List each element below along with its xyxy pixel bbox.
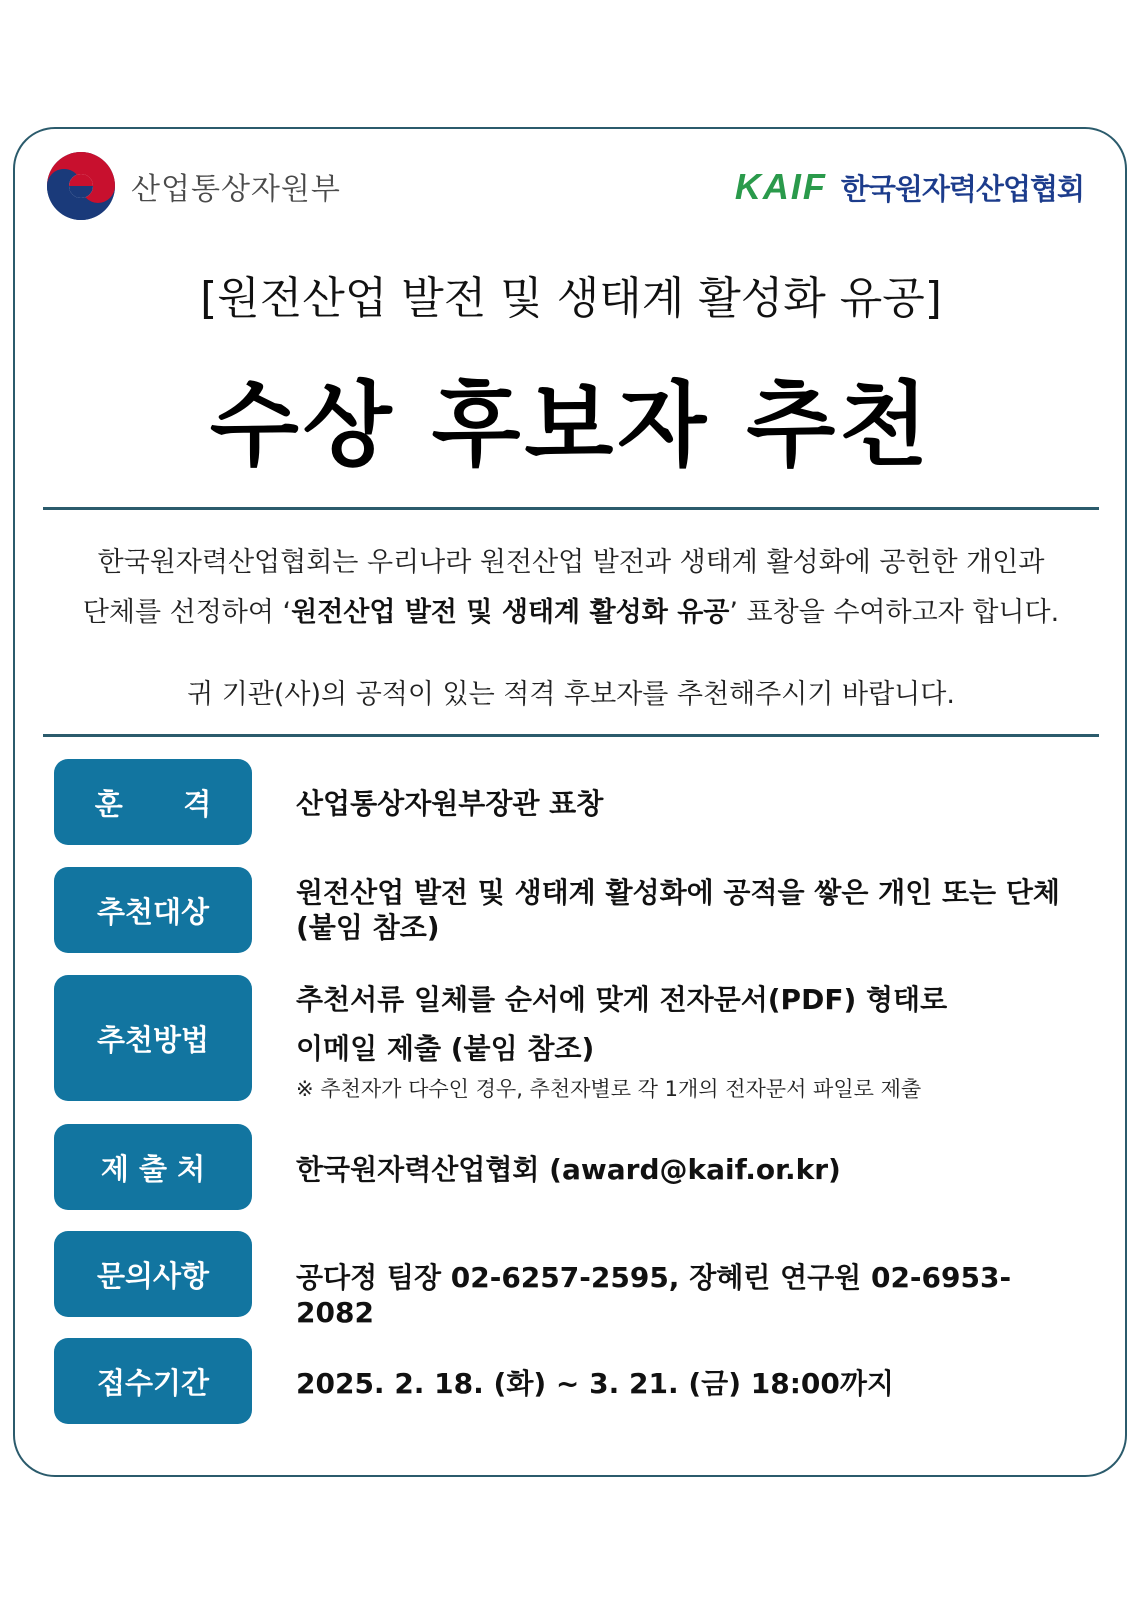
value-submit-to: 한국원자력산업협회 (award@kaif.or.kr) xyxy=(296,1153,841,1186)
label-inquiry: 문의사항 xyxy=(54,1231,252,1317)
main-title: 수상 후보자 추천 xyxy=(209,372,933,479)
label-method: 추천방법 xyxy=(54,975,252,1101)
value-method-line2: 이메일 제출 (붙임 참조) xyxy=(296,1032,595,1065)
kaif-logo xyxy=(735,166,1084,208)
intro-line-2 xyxy=(43,590,1099,629)
intro-line-1: 한국원자력산업협회는 우리나라 원전산업 발전과 생태계 활성화에 공헌한 개인과 xyxy=(97,547,1045,578)
value-award-grade: 산업통상자원부장관 표창 xyxy=(296,787,604,820)
divider-top xyxy=(43,507,1099,510)
label-period: 접수기간 xyxy=(54,1338,252,1424)
ministry-name: 산업통상자원부 xyxy=(131,172,341,207)
value-method xyxy=(296,982,1086,1102)
ministry-logo xyxy=(45,150,341,222)
divider-bottom xyxy=(43,734,1099,737)
label-target: 추천대상 xyxy=(54,867,252,953)
value-method-note: ※ 추천자가 다수인 경우, 추천자별로 각 1개의 전자문서 파일로 제출 xyxy=(296,1077,922,1101)
intro-line-3: 귀 기관(사)의 공적이 있는 적격 후보자를 추천해주시기 바랍니다. xyxy=(187,679,955,710)
value-inquiry: 공다정 팀장 02-6257-2595, 장혜린 연구원 02-6953-2082 xyxy=(296,1261,1012,1329)
label-award-grade: 훈 격 xyxy=(54,759,252,845)
kaif-mark: KAIF xyxy=(734,166,827,207)
value-target: 원전산업 발전 및 생태계 활성화에 공적을 쌓은 개인 또는 단체 (붙임 참조) xyxy=(296,876,1060,944)
subtitle: [원전산업 발전 및 생태계 활성화 유공] xyxy=(200,273,942,324)
value-method-line1: 추천서류 일체를 순서에 맞게 전자문서(PDF) 형태로 xyxy=(296,983,948,1016)
kaif-name: 한국원자력산업협회 xyxy=(840,171,1084,206)
award-name: 원전산업 발전 및 생태계 활성화 유공 xyxy=(291,597,730,628)
intro-line-2-pre: 단체를 선정하여 ‘ xyxy=(82,597,292,628)
taegeuk-emblem-icon xyxy=(45,150,117,222)
intro-line-2-post: ’ 표창을 수여하고자 합니다. xyxy=(729,597,1060,628)
label-submit-to: 제 출 처 xyxy=(54,1124,252,1210)
value-period: 2025. 2. 18. (화) ~ 3. 21. (금) 18:00까지 xyxy=(296,1367,894,1400)
